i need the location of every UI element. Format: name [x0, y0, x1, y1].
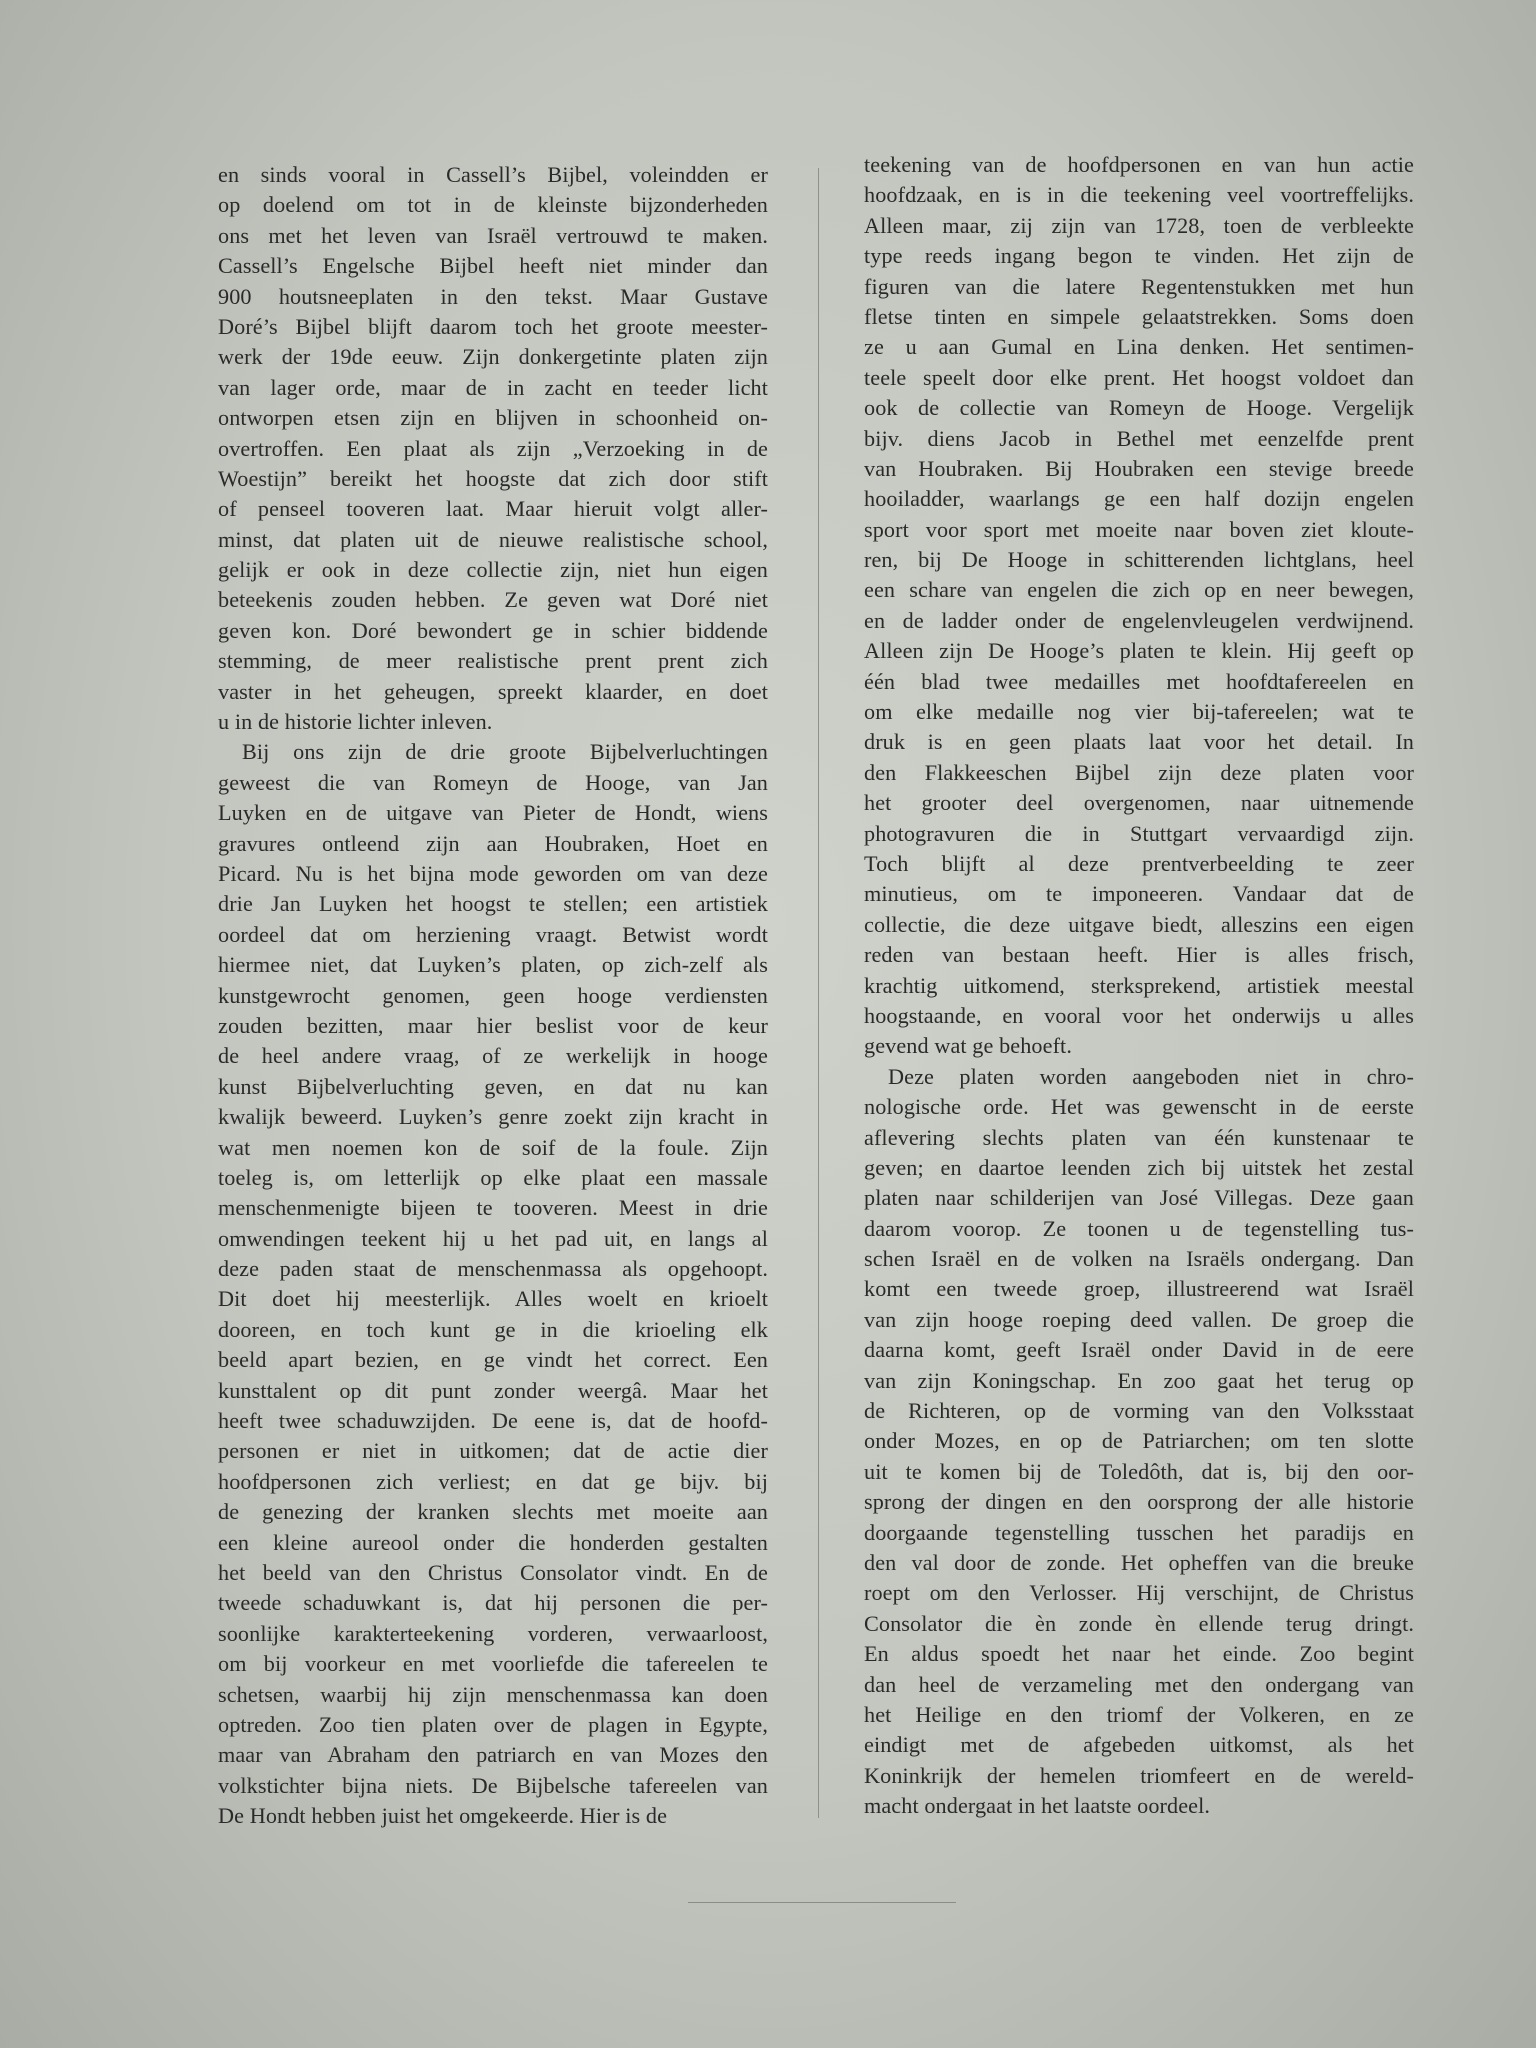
text-line: deze paden staat de menschenmassa als opgehoopt. [218, 1256, 768, 1282]
text-line: werk der 19de eeuw. Zijn donkergetinte platen zijn [218, 344, 768, 370]
text-line: uit te komen bij de Toledôth, dat is, bij den oor- [864, 1458, 1414, 1484]
text-line: drie Jan Luyken het hoogst te stellen; een artistiek [218, 891, 768, 917]
text-line: beteekenis zouden hebben. Ze geven wat Doré niet [218, 587, 768, 613]
text-line: schen Israël en de volken na Israëls ondergang. Dan [864, 1246, 1414, 1272]
text-line: ook de collectie van Romeyn de Hooge. Vergelijk [864, 395, 1414, 421]
text-line: Bij ons zijn de drie groote Bijbelverluchtingen [242, 739, 768, 765]
text-line: vaster in het geheugen, spreekt klaarder, en doet [218, 678, 768, 704]
text-line: menschenmenigte bijeen te tooveren. Meest in drie [218, 1195, 768, 1221]
text-line: photogravuren die in Stuttgart vervaardigd zijn. [864, 820, 1414, 846]
right-text-column [864, 150, 1414, 1821]
text-line: Alleen zijn De Hooge’s platen te klein. Hij geeft op [864, 638, 1414, 664]
text-line: dooreen, en toch kunt ge in die krioeling elk [218, 1316, 768, 1342]
text-line: platen naar schilderijen van José Villegas. Deze gaan [864, 1185, 1414, 1211]
text-line: de heel andere vraag, of ze werkelijk in hooge [218, 1043, 768, 1069]
text-line: 900 houtsneeplaten in den tekst. Maar Gustave [218, 283, 768, 309]
text-line: stemming, de meer realistische prent prent zich [218, 648, 768, 674]
text-line: sprong der dingen en den oorsprong der alle historie [864, 1489, 1414, 1515]
text-line: geven; en daartoe leenden zich bij uitstek het zestal [864, 1154, 1414, 1180]
text-line: eindigt met de afgebeden uitkomst, als het [864, 1732, 1414, 1758]
text-line: overtroffen. Een plaat als zijn „Verzoeking in de [218, 435, 768, 461]
text-line: teekening van de hoofdpersonen en van hun actie [864, 152, 1414, 177]
text-line: hoofdpersonen zich verliest; en dat ge bijv. bij [218, 1468, 768, 1494]
text-line: Koninkrijk der hemelen triomfeert en de wereld- [864, 1762, 1414, 1788]
text-line: den Flakkeeschen Bijbel zijn deze platen voor [864, 759, 1414, 785]
text-line: Dit doet hij meesterlijk. Alles woelt en krioelt [218, 1286, 768, 1312]
text-line: heeft twee schaduwzijden. De eene is, dat de hoofd- [218, 1408, 768, 1434]
text-line: onder Mozes, en op de Patriarchen; om ten slotte [864, 1428, 1414, 1454]
text-line: kunstgewrocht genomen, geen hooge verdiensten [218, 982, 768, 1008]
text-line: tweede schaduwkant is, dat hij personen die per- [218, 1590, 768, 1616]
text-line: van zijn Koningschap. En zoo gaat het terug op [864, 1367, 1414, 1393]
text-line: ze u aan Gumal en Lina denken. Het sentimen- [864, 334, 1414, 360]
text-line: krachtig uitkomend, sterksprekend, artistiek meestal [864, 972, 1414, 998]
text-line: roept om den Verlosser. Hij verschijnt, de Christus [864, 1580, 1414, 1606]
left-text-column [218, 160, 768, 1831]
text-line: gevend wat ge behoeft. [864, 1033, 1072, 1059]
text-line: oordeel dat om herziening vraagt. Betwist wordt [218, 921, 768, 947]
text-line: maar van Abraham den patriarch en van Mozes den [218, 1742, 768, 1768]
text-line: van lager orde, maar de in zacht en teeder licht [218, 374, 768, 400]
text-line: de genezing der kranken slechts met moeite aan [218, 1499, 768, 1525]
text-line: ren, bij De Hooge in schitterenden lichtglans, heel [864, 547, 1414, 573]
text-line: Deze platen worden aangeboden niet in chro- [888, 1063, 1414, 1089]
text-line: hoofdzaak, en is in die teekening veel voortreffelijks. [864, 182, 1414, 208]
text-line: wat men noemen kon de soif de la foule. Zijn [218, 1134, 768, 1160]
text-line: hoogstaande, en vooral voor het onderwijs u alles [864, 1002, 1414, 1028]
text-line: en de ladder onder de engelenvleugelen verdwijnend. [864, 607, 1414, 633]
text-line: doorgaande tegenstelling tusschen het paradijs en [864, 1519, 1414, 1545]
text-line: Woestijn” bereikt het hoogste dat zich door stift [218, 465, 768, 491]
text-line: Luyken en de uitgave van Pieter de Hondt, wiens [218, 800, 768, 826]
text-line: ons met het leven van Israël vertrouwd te maken. [218, 222, 768, 248]
text-line: De Hondt hebben juist het omgekeerde. Hier is de [218, 1803, 668, 1829]
text-line: type reeds ingang begon te vinden. Het zijn de [864, 243, 1414, 269]
text-line: van Houbraken. Bij Houbraken een stevige breede [864, 455, 1414, 481]
text-line: op doelend om tot in de kleinste bijzonderheden [218, 192, 768, 218]
text-line: schetsen, waarbij hij zijn menschenmassa kan doen [218, 1681, 768, 1707]
text-line: figuren van die latere Regentenstukken met hun [864, 273, 1414, 299]
text-line: een kleine aureool onder die honderden gestalten [218, 1529, 768, 1555]
text-line: kunst Bijbelverluchting geven, en dat nu kan [218, 1073, 768, 1099]
text-line: een schare van engelen die zich op en neer bewegen, [864, 577, 1414, 603]
text-line: daarom voorop. Ze toonen u de tegenstelling tus- [864, 1215, 1414, 1241]
text-line: gravures ontleend zijn aan Houbraken, Hoet en [218, 830, 768, 856]
text-line: ontworpen etsen zijn en blijven in schoonheid on- [218, 405, 768, 431]
text-line: geven kon. Doré bewondert ge in schier biddende [218, 617, 768, 643]
text-line: gelijk er ook in deze collectie zijn, niet hun eigen [218, 557, 768, 583]
text-line: u in de historie lichter inleven. [218, 709, 493, 735]
text-line: en sinds vooral in Cassell’s Bijbel, voleindden er [218, 162, 768, 187]
text-line: hiermee niet, dat Luyken’s platen, op zich-zelf als [218, 952, 768, 978]
text-line: minst, dat platen uit de nieuwe realistische school, [218, 526, 768, 552]
text-line: soonlijke karakterteekening vorderen, verwaarloost, [218, 1620, 768, 1646]
text-line: zouden bezitten, maar hier beslist voor de keur [218, 1012, 768, 1038]
text-line: het beeld van den Christus Consolator vindt. En de [218, 1559, 768, 1585]
text-line: Alleen maar, zij zijn van 1728, toen de verbleekte [864, 212, 1414, 238]
text-line: daarna komt, geeft Israël onder David in de eere [864, 1337, 1414, 1363]
text-line: omwendingen teekent hij u het pad uit, en langs al [218, 1225, 768, 1251]
text-line: Cassell’s Engelsche Bijbel heeft niet minder dan [218, 253, 768, 279]
text-line: kunsttalent op dit punt zonder weergâ. Maar het [218, 1377, 768, 1403]
text-line: toeleg is, om letterlijk op elke plaat een massale [218, 1164, 768, 1190]
text-line: sport voor sport met moeite naar boven ziet kloute- [864, 516, 1414, 542]
text-line: Picard. Nu is het bijna mode geworden om van deze [218, 860, 768, 886]
text-line: beeld apart bezien, en ge vindt het correct. Een [218, 1347, 768, 1373]
text-line: minutieus, om te imponeeren. Vandaar dat de [864, 881, 1414, 907]
text-line: collectie, die deze uitgave biedt, alleszins een eigen [864, 911, 1414, 937]
text-line: reden van bestaan heeft. Hier is alles frisch, [864, 942, 1414, 968]
text-line: druk is en geen plaats laat voor het detail. In [864, 729, 1414, 755]
text-line: En aldus spoedt het naar het einde. Zoo begint [864, 1641, 1414, 1667]
text-line: optreden. Zoo tien platen over de plagen in Egypte, [218, 1711, 768, 1737]
text-line: macht ondergaat in het laatste oordeel. [864, 1793, 1211, 1819]
text-line: nologische orde. Het was gewenscht in de eerste [864, 1094, 1414, 1120]
text-line: Doré’s Bijbel blijft daarom toch het groote meester- [218, 313, 768, 339]
text-line: komt een tweede groep, illustreerend wat Israël [864, 1276, 1414, 1302]
text-line: Toch blijft al deze prentverbeelding te zeer [864, 850, 1414, 876]
text-line: bijv. diens Jacob in Bethel met eenzelfde prent [864, 425, 1414, 451]
text-line: dan heel de verzameling met den ondergang van [864, 1671, 1414, 1697]
text-line: of penseel tooveren laat. Maar hieruit volgt aller- [218, 496, 768, 522]
text-line: om elke medaille nog vier bij-tafereelen; wat te [864, 699, 1414, 725]
text-line: aflevering slechts platen van één kunstenaar te [864, 1124, 1414, 1150]
text-line: om bij voorkeur en met voorliefde die tafereelen te [218, 1651, 768, 1677]
text-line: kwalijk beweerd. Luyken’s genre zoekt zijn kracht in [218, 1104, 768, 1130]
text-line: geweest die van Romeyn de Hooge, van Jan [218, 769, 768, 795]
column-divider [818, 168, 819, 1818]
text-line: den val door de zonde. Het opheffen van die breuke [864, 1549, 1414, 1575]
text-line: de Richteren, op de vorming van den Volksstaat [864, 1398, 1414, 1424]
text-line: één blad twee medailles met hoofdtafereelen en [864, 668, 1414, 694]
text-line: hooiladder, waarlangs ge een half dozijn engelen [864, 486, 1414, 512]
text-line: van zijn hooge roeping deed vallen. De groep die [864, 1306, 1414, 1332]
text-line: het Heilige en den triomf der Volkeren, en ze [864, 1701, 1414, 1727]
text-line: personen er niet in uitkomen; dat de actie dier [218, 1438, 768, 1464]
text-line: volkstichter bijna niets. De Bijbelsche tafereelen van [218, 1772, 768, 1798]
bottom-rule [688, 1902, 956, 1903]
text-line: het grooter deel overgenomen, naar uitnemende [864, 790, 1414, 816]
text-line: teele speelt door elke prent. Het hoogst voldoet dan [864, 364, 1414, 390]
text-line: Consolator die èn zonde èn ellende terug dringt. [864, 1610, 1414, 1636]
text-line: fletse tinten en simpele gelaatstrekken. Soms doen [864, 303, 1414, 329]
